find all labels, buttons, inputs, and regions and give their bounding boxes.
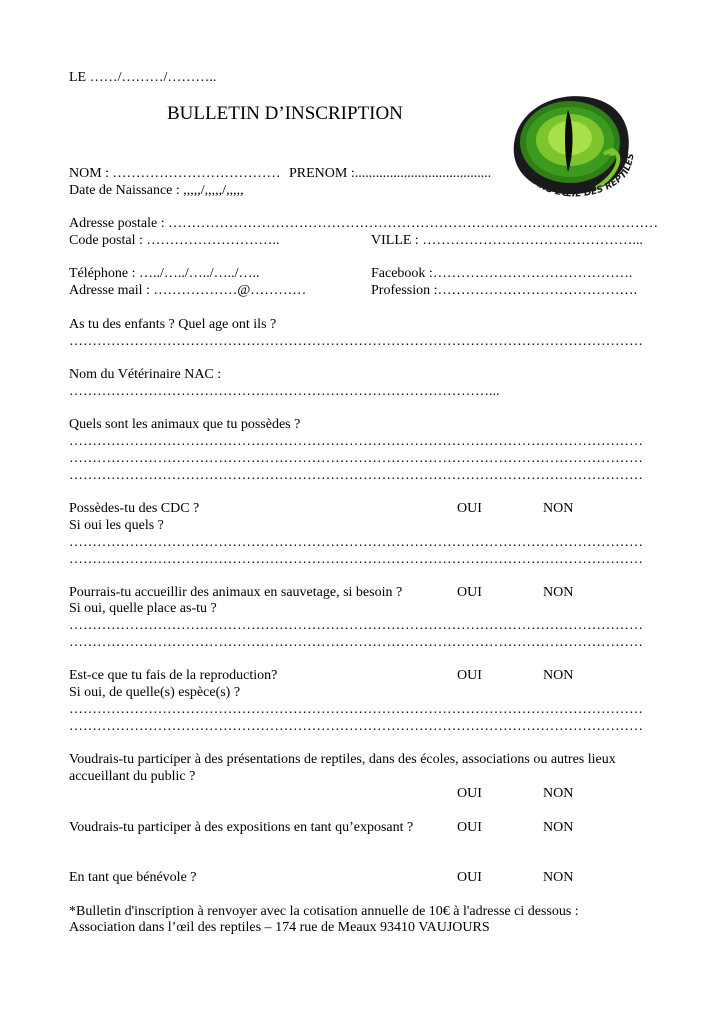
breeding-non-option[interactable]: NON	[543, 668, 574, 683]
vet-question: Nom du Vétérinaire NAC :	[69, 367, 222, 382]
postal-code-field[interactable]: Code postal : ………………………..	[69, 233, 280, 248]
animals-answer-line[interactable]: ……………………………………………………………………………………………………………	[69, 434, 643, 449]
breeding-answer-line[interactable]: ……………………………………………………………………………………………………………	[69, 702, 643, 717]
presentations-question: Voudrais-tu participer à des présentations de reptiles, dans des écoles, associations ou autres lieux	[69, 752, 616, 767]
footer-address: Association dans l’œil des reptiles – 174 rue de Meaux 93410 VAUJOURS	[69, 920, 490, 935]
email-field[interactable]: Adresse mail : ………………@…………	[69, 283, 307, 298]
exhibitions-non-option[interactable]: NON	[543, 820, 574, 835]
address-field[interactable]: Adresse postale : ……………………………………………………………………………………………	[69, 216, 659, 231]
volunteer-non-option[interactable]: NON	[543, 870, 574, 885]
phone-field[interactable]: Téléphone : …../…../…../…../…..	[69, 266, 260, 281]
logo-text: DANS L’ŒIL DES REPTILES	[525, 152, 637, 200]
volunteer-oui-option[interactable]: OUI	[457, 870, 482, 885]
animals-answer-line[interactable]: ……………………………………………………………………………………………………………	[69, 451, 643, 466]
vet-answer-line[interactable]: ………………………………………………………………………………...	[69, 384, 500, 399]
date-line: LE ……/………/………..	[69, 70, 217, 85]
nom-field[interactable]: NOM : ………………………………	[69, 166, 281, 181]
breeding-answer-line[interactable]: ……………………………………………………………………………………………………………	[69, 719, 643, 734]
exhibitions-oui-option[interactable]: OUI	[457, 820, 482, 835]
page-title: BULLETIN D’INSCRIPTION	[167, 103, 403, 124]
rescue-answer-line[interactable]: ……………………………………………………………………………………………………………	[69, 618, 643, 633]
children-question: As tu des enfants ? Quel age ont ils ?	[69, 317, 277, 332]
exhibitions-question: Voudrais-tu participer à des expositions en tant qu’exposant ?	[69, 820, 414, 835]
breeding-oui-option[interactable]: OUI	[457, 668, 482, 683]
presentations-oui-option[interactable]: OUI	[457, 786, 482, 801]
rescue-question: Pourrais-tu accueillir des animaux en sauvetage, si besoin ?	[69, 585, 403, 600]
volunteer-question: En tant que bénévole ?	[69, 870, 197, 885]
rescue-oui-option[interactable]: OUI	[457, 585, 482, 600]
svg-text:DANS L’ŒIL DES REPTILES	[526, 153, 637, 200]
cdc-answer-line[interactable]: ……………………………………………………………………………………………………………	[69, 535, 643, 550]
prenom-field[interactable]: PRENOM :.......................................	[289, 166, 492, 181]
breeding-question: Est-ce que tu fais de la reproduction?	[69, 668, 278, 683]
cdc-followup: Si oui les quels ?	[69, 518, 164, 533]
rescue-followup: Si oui, quelle place as-tu ?	[69, 601, 217, 616]
animals-answer-line[interactable]: ……………………………………………………………………………………………………………	[69, 468, 643, 483]
rescue-answer-line[interactable]: ……………………………………………………………………………………………………………	[69, 635, 643, 650]
profession-field[interactable]: Profession :…………………………………….	[371, 283, 637, 298]
footer-note: *Bulletin d'inscription à renvoyer avec la cotisation annuelle de 10€ à l'adresse ci dessous :	[69, 904, 579, 919]
rescue-non-option[interactable]: NON	[543, 585, 574, 600]
cdc-non-option[interactable]: NON	[543, 501, 574, 516]
cdc-answer-line[interactable]: ……………………………………………………………………………………………………………	[69, 552, 643, 567]
breeding-followup: Si oui, de quelle(s) espèce(s) ?	[69, 685, 241, 700]
presentations-question-cont: accueillant du public ?	[69, 769, 196, 784]
city-field[interactable]: VILLE : ………………………………………...	[371, 233, 643, 248]
presentations-non-option[interactable]: NON	[543, 786, 574, 801]
cdc-oui-option[interactable]: OUI	[457, 501, 482, 516]
birthdate-field[interactable]: Date de Naissance : ,,,,,/,,,,,/,,,,,	[69, 183, 244, 198]
children-answer-line[interactable]: ……………………………………………………………………………………………………………	[69, 334, 643, 349]
facebook-field[interactable]: Facebook :…………………………………….	[371, 266, 633, 281]
association-logo	[508, 84, 642, 206]
cdc-question: Possèdes-tu des CDC ?	[69, 501, 200, 516]
animals-question: Quels sont les animaux que tu possèdes ?	[69, 417, 301, 432]
